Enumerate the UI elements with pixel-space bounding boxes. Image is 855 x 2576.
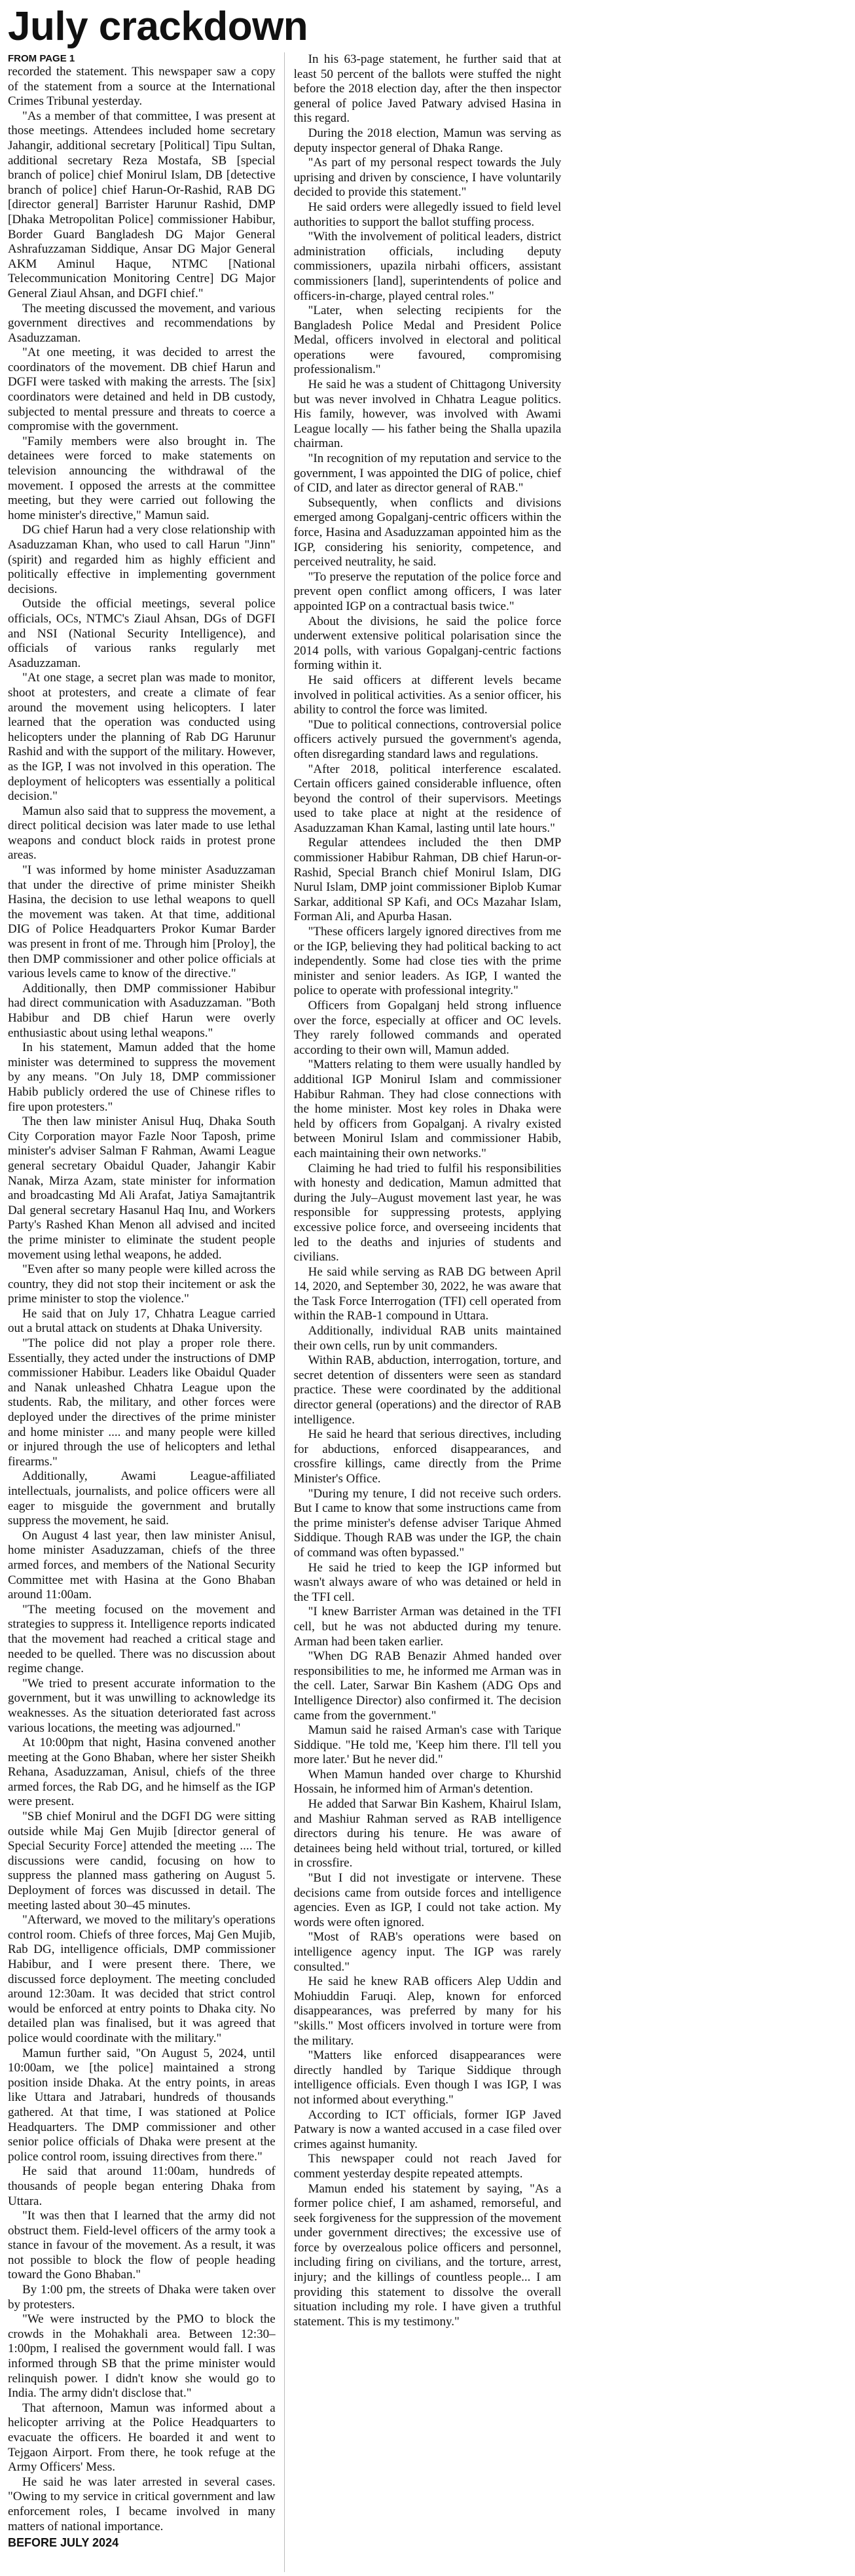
article-paragraph: When Mamun handed over charge to Khurshid Hossain, he informed him of Arman's detention. [293, 1767, 562, 1797]
article-paragraph: "It was then that I learned that the army did not obstruct them. Field-level officers of the army took a stance in favour of the movement. As a result, it was not possible to block the flow of people heading toward the Gono Bhaban." [8, 2209, 276, 2282]
article-paragraph: He added that Sarwar Bin Kashem, Khairul Islam, and Mashiur Rahman served as RAB intelligence directors during his tenure. He was aware of detainees being held without trial, tortured, or killed in crossfire. [293, 1797, 562, 1870]
article-paragraph: "These officers largely ignored directives from me or the IGP, believing they had political backing to act independently. Some had close ties with the prime minister and senior leaders. As IGP, I wanted the police to operate with professional integrity." [293, 925, 562, 998]
article-paragraph: "I knew Barrister Arman was detained in the TFI cell, but he was not abducted during my tenure. Arman had been taken earlier. [293, 1605, 562, 1649]
article-paragraph: "As part of my personal respect towards the July uprising and driven by conscience, I have voluntarily decided to provide this statement." [293, 156, 562, 200]
article-body [8, 52, 847, 2572]
article-paragraph: "As a member of that committee, I was present at those meetings. Attendees included home secretary Jahangir, additional secretary [Political] Tipu Sultan, additional secretary Reza Mostafa, SB [special branch of police] chief Monirul Islam, DB [detective branch of police] chief Harun-Or-Rashid, RAB DG [director general] Barrister Harunur Rashid, DMP [Dhaka Metropolitan Police] commissioner Habibur, Border Guard Bangladesh DG Major General Ashrafuzzaman Siddique, Ansar DG Major General AKM Aminul Haque, NTMC [National Telecommunication Monitoring Centre] DG Major General Ziaul Ahsan, and DGFI chief." [8, 109, 276, 300]
article-paragraph: "In recognition of my reputation and service to the government, I was appointed the DIG of police, chief of CID, and later as director general of RAB." [293, 452, 562, 495]
article-paragraph: "During my tenure, I did not receive such orders. But I came to know that some instructions came from the prime minister's defense adviser Tarique Ahmed Siddique. Though RAB was under the IGP, the chain of command was often bypassed." [293, 1486, 562, 1560]
article-paragraph: The meeting discussed the movement, and various government directives and recommendations by Asaduzzaman. [8, 301, 276, 345]
article-paragraph: Officers from Gopalganj held strong influence over the force, especially at officer and OC levels. They rarely followed commands and operated according to their own will, Mamun added. [293, 999, 562, 1057]
article-paragraph: He said that around 11:00am, hundreds of thousands of people began entering Dhaka from Uttara. [8, 2164, 276, 2208]
article-paragraph: The then law minister Anisul Huq, Dhaka South City Corporation mayor Fazle Noor Taposh, prime minister's adviser Salman F Rahman, Awami League general secretary Obaidul Quader, Jahangir Kabir Nanak, Mirza Azam, state minister for information and broadcasting Md Ali Arafat, Jatiya Samajtantrik Dal general secretary Hasanul Haq Inu, and Workers Party's Rashed Khan Menon all advised and incited the prime minister to eliminate the student people movement using lethal weapons, he added. [8, 1115, 276, 1262]
article-paragraph: "After 2018, political interference escalated. Certain officers gained considerable influence, often beyond the control of their supervisors. Meetings used to take place at night at the residence of Asaduzzaman Khan Kamal, lasting until late hours." [293, 762, 562, 835]
article-paragraph: "Due to political connections, controversial police officers actively pursued the government's agenda, often disregarding standard laws and regulations. [293, 717, 562, 761]
article-paragraph: Additionally, then DMP commissioner Habibur had direct communication with Asaduzzaman. "Both Habibur and DB chief Harun were overly enthusiastic about using lethal weapons." [8, 981, 276, 1040]
article-paragraph: He said officers at different levels became involved in political activities. As a senior officer, his ability to control the force was limited. [293, 673, 562, 717]
article-paragraph: He said that on July 17, Chhatra League carried out a brutal attack on students at Dhaka University. [8, 1306, 276, 1336]
article-paragraph: At 10:00pm that night, Hasina convened another meeting at the Gono Bhaban, where her sister Sheikh Rehana, Asaduzzaman, Anisul, chiefs of the three armed forces, the Rab DG, and he himself as the IGP were present. [8, 1736, 276, 1809]
article-paragraph: This newspaper could not reach Javed for comment yesterday despite repeated attempts. [293, 2152, 562, 2181]
article-paragraph: He said he tried to keep the IGP informed but wasn't always aware of who was detained or held in the TFI cell. [293, 1560, 562, 1604]
article-paragraph: He said he heard that serious directives, including for abductions, enforced disappearances, and crossfire killings, came directly from the Prime Minister's Office. [293, 1427, 562, 1486]
article-paragraph: During the 2018 election, Mamun was serving as deputy inspector general of Dhaka Range. [293, 126, 562, 155]
article-paragraph: He said he was a student of Chittagong University but was never involved in Chhatra League politics. His family, however, was involved with Awami League locally — his father being the Shalla upazila chairman. [293, 378, 562, 451]
article-paragraph: Mamun also said that to suppress the movement, a direct political decision was later made to use lethal weapons and conduct block raids in protest prone areas. [8, 804, 276, 863]
article-paragraph: "The meeting focused on the movement and strategies to suppress it. Intelligence reports indicated that the movement had reached a critical stage and needed to be quelled. There was no discussion about regime change. [8, 1602, 276, 1676]
article-paragraph: "SB chief Monirul and the DGFI DG were sitting outside while Maj Gen Mujib [director general of Special Security Force] attended the meeting .... The discussions were candid, focusing on how to suppress the planned mass gathering on August 5. Deployment of forces was discussed in detail. The meeting lasted about 30–45 minutes. [8, 1810, 276, 1912]
article-paragraph: On August 4 last year, then law minister Anisul, home minister Asaduzzaman, chiefs of the three armed forces, and members of the National Security Committee met with Hasina at the Gono Bhaban around 11:00am. [8, 1528, 276, 1602]
article-paragraph: Mamun further said, "On August 5, 2024, until 10:00am, we [the police] maintained a strong position inside Dhaka. At the entry points, in areas like Uttara and Jatrabari, hundreds of thousands gathered. At that time, I was stationed at Police Headquarters. The DMP commissioner and other senior police officials of Dhaka were present at the police control room, issuing directives from there." [8, 2046, 276, 2164]
article-paragraph: Within RAB, abduction, interrogation, torture, and secret detention of dissenters were seen as standard practice. These were coordinated by the additional director general (operations) and the director of RAB intelligence. [293, 1353, 562, 1427]
article-paragraph: "Matters like enforced disappearances were directly handled by Tarique Siddique through intelligence officials. Even though I was IGP, I was not informed about everything." [293, 2048, 562, 2107]
article-paragraph: "Most of RAB's operations were based on intelligence agency input. The IGP was rarely consulted." [293, 1930, 562, 1974]
article-paragraph: DG chief Harun had a very close relationship with Asaduzzaman Khan, who used to call Harun "Jinn" (spirit) and regarded him as highly efficient and politically effective in implementing government decisions. [8, 523, 276, 596]
article-paragraph: In his statement, Mamun added that the home minister was determined to suppress the movement by any means. "On July 18, DMP commissioner Habib publicly ordered the use of Chinese rifles to fire upon protesters." [8, 1041, 276, 1114]
article-paragraph: He said orders were allegedly issued to field level authorities to support the ballot stuffing process. [293, 200, 562, 229]
article-paragraph: He said while serving as RAB DG between April 14, 2020, and September 30, 2022, he was aware that the Task Force Interrogation (TFI) cell operated from within the RAB-1 compound in Uttara. [293, 1264, 562, 1323]
article-paragraph: "Family members were also brought in. The detainees were forced to make statements on television announcing the withdrawal of the movement. I opposed the arrests at the committee meeting, but they were carried out following the home minister's directive," Mamun said. [8, 434, 276, 522]
article-paragraph: "We were instructed by the PMO to block the crowds in the Mohakhali area. Between 12:30–1:00pm, I realised the government would fall. I was informed through SB that the prime minister would relinquish power. I didn't know she would go to India. The army didn't disclose that." [8, 2312, 276, 2401]
article-paragraph: "When DG RAB Benazir Ahmed handed over responsibilities to me, he informed me Arman was in the cell. Later, Sarwar Bin Kashem (ADG Ops and Intelligence Director) also confirmed it. The decision came from the government." [293, 1649, 562, 1723]
article-paragraph: "Matters relating to them were usually handled by additional IGP Monirul Islam and commissioner Habibur Rahman. They had close connections with the home minister. Most key roles in Dhaka were held by officers from Gopalganj. A rivalry existed between Monirul Islam and commissioner Habib, each maintaining their own networks." [293, 1058, 562, 1160]
article-paragraph: "The police did not play a proper role there. Essentially, they acted under the instructions of DMP commissioner Habibur. Leaders like Obaidul Quader and Nanak unleashed Chhatra League upon the students. Rab, the military, and other forces were deployed under the directives of the prime minister and home minister .... and many people were killed or injured through the use of helicopters and lethal firearms." [8, 1336, 276, 1469]
article-paragraph: "Later, when selecting recipients for the Bangladesh Police Medal and President Police Medal, officers involved in electoral and political operations were favoured, compromising professionalism." [293, 304, 562, 377]
article-paragraph: Additionally, Awami League-affiliated intellectuals, journalists, and police officers were all eager to misguide the government and brutally suppress the movement, he said. [8, 1469, 276, 1528]
article-paragraph: "Even after so many people were killed across the country, they did not stop their incitement or ask the prime minister to stop the violence." [8, 1262, 276, 1306]
headline: July crackdown [8, 4, 308, 49]
article-paragraph: Regular attendees included the then DMP commissioner Habibur Rahman, DB chief Harun-or-Rashid, Special Branch chief Monirul Islam, DIG Nurul Islam, DMP joint commissioner Biplob Kumar Sarkar, additional SP Kafi, and OCs Mazahar Islam, Forman Ali, and Apurba Hasan. [293, 836, 562, 924]
article-paragraph: About the divisions, he said the police force underwent extensive political polarisation since the 2014 polls, with various Gopalganj-centric factions forming within it. [293, 614, 562, 673]
article-paragraph: "At one stage, a secret plan was made to monitor, shoot at protesters, and create a climate of fear around the movement using helicopters. I later learned that the operation was conducted using helicopters under the planning of Rab DG Harunur Rashid and with the support of the military. However, as the IGP, I was not involved in this operation. The deployment of helicopters was essentially a political decision." [8, 671, 276, 804]
article-paragraph: "But I did not investigate or intervene. These decisions came from outside forces and intelligence agencies. Even as IGP, I could not take action. My words were often ignored. [293, 1871, 562, 1929]
article-paragraph: Additionally, individual RAB units maintained their own cells, run by unit commanders. [293, 1324, 562, 1353]
article-paragraph: Mamun ended his statement by saying, "As a former police chief, I am ashamed, remorseful, and seek forgiveness for the suppression of the movement under government directives; the excessive use of force by overzealous police officers and personnel, including firing on civilians, and the torture, arrest, injury; and the killings of countless people... I am providing this statement to dissolve the overall situation including my role. I have given a truthful statement. This is my testimony." [293, 2181, 562, 2329]
article-paragraph: "I was informed by home minister Asaduzzaman that under the directive of prime minister Sheikh Hasina, the decision to use lethal weapons to quell the movement was taken. At that time, additional DIG of Police Headquarters Prokor Kumar Barder was present in front of me. Through him [Proloy], the then DMP commissioner and other police officials at various levels came to know of the directive." [8, 863, 276, 981]
article-paragraph: Claiming he had tried to fulfil his responsibilities with honesty and dedication, Mamun admitted that during the July–August movement last year, he was responsible for suppressing protests, applying excessive police force, and overseeing incidents that led to the deaths and injuries of students and civilians. [293, 1161, 562, 1264]
article-paragraph: By 1:00 pm, the streets of Dhaka were taken over by protesters. [8, 2283, 276, 2312]
article-paragraph: "To preserve the reputation of the police force and prevent open conflict among officers, I was later appointed IGP on a contractual basis twice." [293, 569, 562, 613]
article-paragraph: "Afterward, we moved to the military's operations control room. Chiefs of three forces, Maj Gen Mujib, Rab DG, intelligence officials, DMP commissioner Habibur, and I were present there. There, we discussed force deployment. The meeting concluded around 12:30am. It was decided that strict control would be enforced at entry points to Dhaka city. No detailed plan was finalised, but it was agreed that police would coordinate with the military." [8, 1913, 276, 2045]
article-paragraph: Mamun said he raised Arman's case with Tarique Siddique. "He told me, 'Keep him there. I'll tell you more later.' But he never did." [293, 1723, 562, 1767]
article-paragraph: recorded the statement. This newspaper saw a copy of the statement from a source at the International Crimes Tribunal yesterday. [8, 65, 276, 109]
article-paragraph: He said he knew RAB officers Alep Uddin and Mohiuddin Faruqi. Alep, known for enforced disappearances, was preferred by many for his "skills." Most officers involved in torture were from the military. [293, 1975, 562, 2048]
article-paragraph: "We tried to present accurate information to the government, but it was unwilling to acknowledge its weaknesses. As the situation deteriorated fast across various locations, the meeting was adjourned." [8, 1676, 276, 1735]
article-paragraph: Outside the official meetings, several police officials, OCs, NTMC's Ziaul Ahsan, DGs of DGFI and NSI (National Security Intelligence), and officials of various ranks regularly met Asaduzzaman. [8, 597, 276, 670]
article-paragraph: "At one meeting, it was decided to arrest the coordinators of the movement. DB chief Harun and DGFI were tasked with making the arrests. The [six] coordinators were detained and held in DB custody, subjected to mental pressure and threats to coerce a compromise with the government. [8, 346, 276, 434]
article-paragraph: That afternoon, Mamun was informed about a helicopter arriving at the Police Headquarters to evacuate the officers. He boarded it and went to Tejgaon Airport. From there, he took refuge at the Army Officers' Mess. [8, 2401, 276, 2475]
article-paragraph: Subsequently, when conflicts and divisions emerged among Gopalganj-centric officers within the force, Hasina and Asaduzzaman appointed him as the IGP, considering his seniority, competence, and perceived neutrality, he said. [293, 495, 562, 569]
kicker: FROM PAGE 1 [8, 53, 75, 64]
article-paragraph: "With the involvement of political leaders, district administration officials, including deputy commissioners, upazila nirbahi officers, assistant commissioners [land], superintendents of police and officers-in-charge, played central roles." [293, 230, 562, 303]
article-paragraph: He said he was later arrested in several cases. "Owing to my service in critical government and law enforcement roles, I became involved in many matters of national importance. [8, 2475, 276, 2533]
article-paragraph: According to ICT officials, former IGP Javed Patwary is now a wanted accused in a case filed over crimes against humanity. [293, 2107, 562, 2151]
article-paragraph: In his 63-page statement, he further said that at least 50 percent of the ballots were stuffed the night before the 2018 election day, after the then inspector general of police Javed Patwary advised Hasina in this regard. [293, 52, 562, 126]
subhead: BEFORE JULY 2024 [8, 2536, 119, 2550]
